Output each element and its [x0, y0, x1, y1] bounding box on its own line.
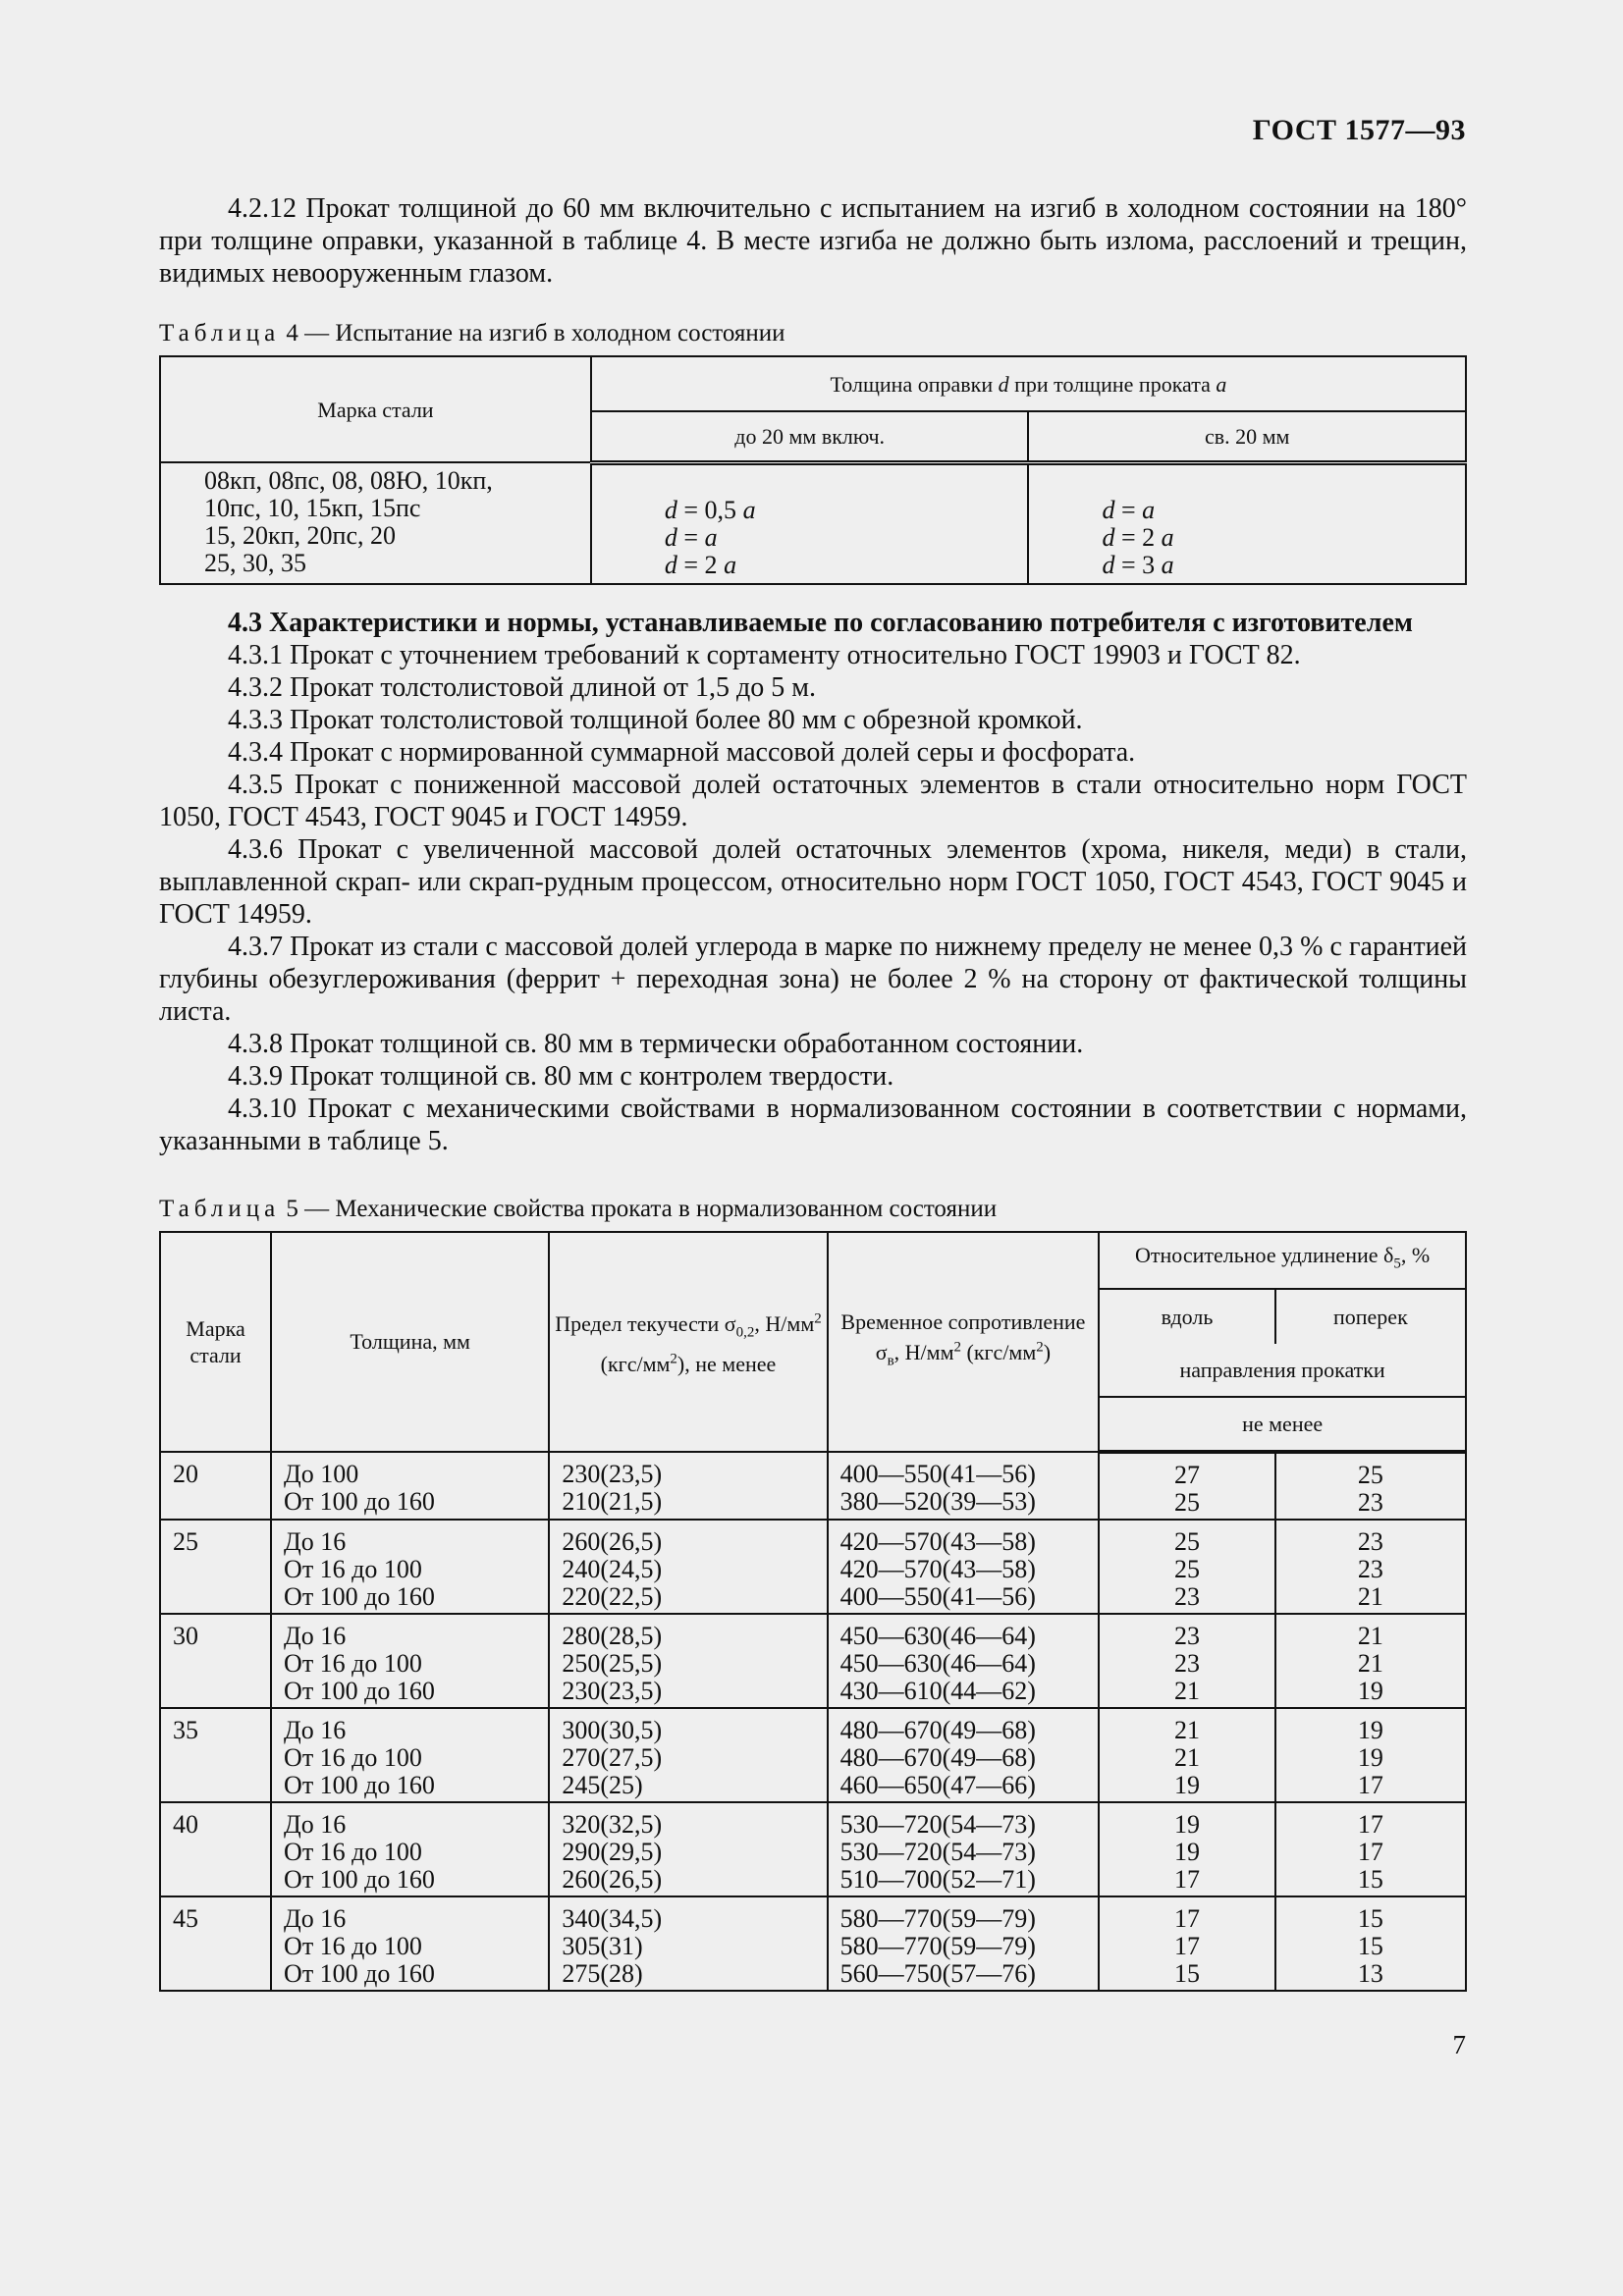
- table-row: [160, 1896, 1466, 1991]
- paragraph-4-2-12: 4.2.12 Прокат толщиной до 60 мм включительно с испытанием на изгиб в холодном состоянии на 180° при толщине оправки, указанной в таблице 4. В месте изгиба не должно быть излома, расслоений и трещин, видимых невооруженным глазом.: [159, 193, 1467, 289]
- value-line: d = 0,5 a: [664, 495, 756, 524]
- across-cell: [1275, 1802, 1466, 1896]
- table-4: [159, 355, 1467, 585]
- grade-cell: [160, 1452, 271, 1520]
- yield-cell: [549, 1520, 827, 1614]
- along-cell: [1099, 1614, 1275, 1708]
- cell-line: 400—550(41—56): [839, 1459, 1036, 1488]
- t4-values-a-cell: [591, 462, 1029, 584]
- table-row: [160, 1452, 1466, 1520]
- cell-line: 23: [1357, 1554, 1383, 1583]
- table-row: [160, 1802, 1466, 1896]
- thickness-cell: [271, 1452, 549, 1520]
- grade-line: 25, 30, 35: [204, 549, 306, 577]
- section-item: 4.3.6 Прокат с увеличенной массовой долей остаточных элементов (хрома, никеля, меди) в стали, выплавленной скрап- или скрап-рудным процессом, относительно норм ГОСТ 1050, ГОСТ 4543, ГОСТ 9045 и ГОСТ 14959.: [159, 833, 1467, 930]
- t4-values-b-cell: [1028, 462, 1466, 584]
- cell-line: 25: [1357, 1460, 1383, 1489]
- cell-line: 19: [1357, 1715, 1383, 1744]
- t5-header-direction: направления прокатки: [1099, 1344, 1466, 1397]
- cell-line: 21: [1357, 1621, 1383, 1650]
- cell-line: От 100 до 160: [284, 1770, 435, 1799]
- cell-line: До 16: [284, 1621, 347, 1650]
- t5-header-along: вдоль: [1099, 1289, 1275, 1344]
- cell-line: 21: [1174, 1676, 1200, 1705]
- section-4-3-title: 4.3 Характеристики и нормы, устанавливаемые по согласованию потребителя с изготовителем: [228, 607, 1413, 638]
- section-item: 4.3.4 Прокат с нормированной суммарной массовой долей серы и фосфората.: [228, 736, 1136, 768]
- along-cell: [1099, 1896, 1275, 1991]
- cell-line: 23: [1357, 1487, 1383, 1517]
- tensile-cell: [828, 1708, 1100, 1802]
- grade-line: 15, 20кп, 20пс, 20: [204, 521, 396, 550]
- across-cell: [1275, 1520, 1466, 1614]
- cell-line: От 16 до 100: [284, 1742, 422, 1772]
- thickness-cell: [271, 1614, 549, 1708]
- cell-line: До 100: [284, 1459, 359, 1488]
- t4-header-group: [591, 356, 1466, 411]
- cell-line: 20: [173, 1459, 198, 1488]
- cell-line: 300(30,5): [562, 1715, 663, 1744]
- cell-line: 450—630(46—64): [839, 1621, 1036, 1650]
- t5-header-grade-text: Марка стали: [186, 1315, 245, 1367]
- cell-line: 17: [1174, 1864, 1200, 1894]
- grade-line: 08кп, 08пс, 08, 08Ю, 10кп,: [204, 466, 493, 495]
- cell-line: От 100 до 160: [284, 1486, 435, 1516]
- cell-line: 530—720(54—73): [839, 1837, 1036, 1866]
- grade-line: 10пс, 10, 15кп, 15пс: [204, 494, 421, 522]
- tensile-cell: [828, 1614, 1100, 1708]
- cell-line: До 16: [284, 1526, 347, 1556]
- cell-line: 17: [1174, 1931, 1200, 1960]
- t5-header-across: поперек: [1275, 1289, 1466, 1344]
- section-item: 4.3.2 Прокат толстолистовой длиной от 1,5 до 5 м.: [228, 671, 817, 703]
- table-row: [160, 1520, 1466, 1614]
- cell-line: 530—720(54—73): [839, 1809, 1036, 1839]
- cell-line: 21: [1357, 1581, 1383, 1611]
- t5-header-elongation-text: Относительное удлинение $\delta_5$, %: [1135, 1243, 1431, 1272]
- cell-line: 15: [1357, 1931, 1383, 1960]
- cell-line: До 16: [284, 1715, 347, 1744]
- table5-caption-word: Таблица: [159, 1195, 281, 1222]
- along-cell: [1099, 1708, 1275, 1802]
- cell-line: До 16: [284, 1903, 347, 1933]
- grade-cell: [160, 1708, 271, 1802]
- cell-line: 13: [1357, 1958, 1383, 1988]
- across-cell: [1275, 1896, 1466, 1991]
- t5-header-yield-text: Предел текучести $\sigma_{0,2}$, $Н/мм^2$ $(кгс/мм^2)$, не менее: [555, 1310, 822, 1376]
- section-item: 4.3.3 Прокат толстолистовой толщиной более 80 мм с обрезной кромкой.: [228, 704, 1083, 735]
- cell-line: 21: [1357, 1648, 1383, 1678]
- page-content: [159, 192, 1467, 1992]
- value-line: [1102, 469, 1455, 497]
- cell-line: 480—670(49—68): [839, 1742, 1036, 1772]
- table-row: [160, 462, 1466, 584]
- value-line: d = 2 a: [664, 550, 737, 579]
- section-item: 4.3.10 Прокат с механическими свойствами в нормализованном состоянии в соответствии с нормами, указанными в таблице 5.: [159, 1093, 1467, 1156]
- t5-header-tensile-text: Временное сопротивление $\sigma_в$, $Н/мм^2$ $(кгс/мм^2)$: [840, 1308, 1086, 1369]
- table-row: [160, 1614, 1466, 1708]
- cell-line: 260(26,5): [562, 1864, 663, 1894]
- cell-line: 25: [173, 1526, 198, 1556]
- yield-cell: [549, 1452, 827, 1520]
- t5-header-min: не менее: [1099, 1397, 1466, 1452]
- tensile-cell: [828, 1802, 1100, 1896]
- cell-line: 270(27,5): [562, 1742, 663, 1772]
- cell-line: 220(22,5): [562, 1581, 663, 1611]
- cell-line: 420—570(43—58): [839, 1526, 1036, 1556]
- cell-line: 15: [1357, 1903, 1383, 1933]
- cell-line: 15: [1174, 1958, 1200, 1988]
- cell-line: 23: [1174, 1648, 1200, 1678]
- value-line: d = a: [1102, 495, 1156, 524]
- section-item: 4.3.7 Прокат из стали с массовой долей углерода в марке по нижнему пределу не менее 0,3 % с гарантией глубины обезуглероживания (феррит + переходная зона) не более 2 % на сторону от фактической толщины листа.: [159, 931, 1467, 1027]
- t4-header-group-text: Толщина оправки d при толщине проката a: [830, 371, 1227, 397]
- cell-line: 45: [173, 1903, 198, 1933]
- cell-line: 320(32,5): [562, 1809, 663, 1839]
- t4-header-b: св. 20 мм: [1028, 411, 1466, 462]
- grade-cell: [160, 1802, 271, 1896]
- value-line: d = a: [664, 522, 718, 552]
- section-item: 4.3.5 Прокат с пониженной массовой долей остаточных элементов в стали относительно норм ГОСТ 1050, ГОСТ 4543, ГОСТ 9045 и ГОСТ 14959.: [159, 769, 1467, 832]
- section-item: 4.3.1 Прокат с уточнением требований к сортаменту относительно ГОСТ 19903 и ГОСТ 82.: [228, 639, 1301, 670]
- t4-header-a: до 20 мм включ.: [591, 411, 1029, 462]
- cell-line: 19: [1357, 1676, 1383, 1705]
- cell-line: От 16 до 100: [284, 1931, 422, 1960]
- cell-line: 27: [1174, 1460, 1200, 1489]
- t4-header-grade: Марка стали: [160, 356, 591, 462]
- t5-header-tensile: [828, 1232, 1100, 1452]
- along-cell: [1099, 1802, 1275, 1896]
- cell-line: 17: [1357, 1837, 1383, 1866]
- cell-line: 19: [1357, 1742, 1383, 1772]
- t5-header-thickness: Толщина, мм: [271, 1232, 549, 1452]
- cell-line: 560—750(57—76): [839, 1958, 1036, 1988]
- cell-line: От 16 до 100: [284, 1648, 422, 1678]
- tensile-cell: [828, 1452, 1100, 1520]
- table5-caption: [159, 1193, 1467, 1225]
- cell-line: 25: [1174, 1554, 1200, 1583]
- yield-cell: [549, 1708, 827, 1802]
- table-5: [159, 1231, 1467, 1992]
- cell-line: 460—650(47—66): [839, 1770, 1036, 1799]
- section-4-3-items: [159, 639, 1467, 1157]
- cell-line: 210(21,5): [562, 1486, 663, 1516]
- cell-line: 25: [1174, 1487, 1200, 1517]
- cell-line: 23: [1174, 1581, 1200, 1611]
- thickness-cell: [271, 1520, 549, 1614]
- cell-line: 21: [1174, 1742, 1200, 1772]
- table5-caption-text: 5 — Механические свойства проката в нормализованном состоянии: [280, 1195, 998, 1222]
- cell-line: 510—700(52—71): [839, 1864, 1036, 1894]
- cell-line: До 16: [284, 1809, 347, 1839]
- page-number: 7: [1452, 2030, 1466, 2059]
- value-line: d = 3 a: [1102, 550, 1174, 579]
- t4-grades-cell: [160, 462, 591, 584]
- cell-line: 305(31): [562, 1931, 643, 1960]
- cell-line: 17: [1357, 1770, 1383, 1799]
- yield-cell: [549, 1896, 827, 1991]
- cell-line: 230(23,5): [562, 1676, 663, 1705]
- cell-line: 580—770(59—79): [839, 1903, 1036, 1933]
- table4-caption-word: Таблица: [159, 320, 281, 347]
- cell-line: 230(23,5): [562, 1459, 663, 1488]
- along-cell: [1099, 1452, 1275, 1520]
- yield-cell: [549, 1802, 827, 1896]
- table4-caption: [159, 317, 1467, 349]
- cell-line: От 100 до 160: [284, 1676, 435, 1705]
- document-code: ГОСТ 1577—93: [1252, 114, 1466, 146]
- cell-line: От 16 до 100: [284, 1837, 422, 1866]
- t5-header-elongation: [1099, 1232, 1466, 1289]
- grade-cell: [160, 1896, 271, 1991]
- cell-line: 250(25,5): [562, 1648, 663, 1678]
- table-row: [160, 1708, 1466, 1802]
- cell-line: 40: [173, 1809, 198, 1839]
- cell-line: 290(29,5): [562, 1837, 663, 1866]
- value-line: [665, 469, 1018, 497]
- cell-line: 17: [1174, 1903, 1200, 1933]
- cell-line: 340(34,5): [562, 1903, 663, 1933]
- cell-line: 17: [1357, 1809, 1383, 1839]
- cell-line: 25: [1174, 1526, 1200, 1556]
- cell-line: От 100 до 160: [284, 1581, 435, 1611]
- cell-line: От 16 до 100: [284, 1554, 422, 1583]
- cell-line: 480—670(49—68): [839, 1715, 1036, 1744]
- tensile-cell: [828, 1896, 1100, 1991]
- cell-line: 580—770(59—79): [839, 1931, 1036, 1960]
- thickness-cell: [271, 1896, 549, 1991]
- cell-line: 15: [1357, 1864, 1383, 1894]
- across-cell: [1275, 1708, 1466, 1802]
- thickness-cell: [271, 1802, 549, 1896]
- tensile-cell: [828, 1520, 1100, 1614]
- section-item: 4.3.8 Прокат толщиной св. 80 мм в термически обработанном состоянии.: [228, 1028, 1084, 1059]
- cell-line: 245(25): [562, 1770, 643, 1799]
- cell-line: 23: [1357, 1526, 1383, 1556]
- cell-line: От 100 до 160: [284, 1958, 435, 1988]
- cell-line: 21: [1174, 1715, 1200, 1744]
- across-cell: [1275, 1452, 1466, 1520]
- cell-line: 280(28,5): [562, 1621, 663, 1650]
- cell-line: От 100 до 160: [284, 1864, 435, 1894]
- cell-line: 430—610(44—62): [839, 1676, 1036, 1705]
- cell-line: 19: [1174, 1837, 1200, 1866]
- grade-cell: [160, 1614, 271, 1708]
- cell-line: 275(28): [562, 1958, 643, 1988]
- section-item: 4.3.9 Прокат толщиной св. 80 мм с контролем твердости.: [228, 1060, 894, 1092]
- cell-line: 240(24,5): [562, 1554, 663, 1583]
- yield-cell: [549, 1614, 827, 1708]
- cell-line: 30: [173, 1621, 198, 1650]
- t5-header-yield: [549, 1232, 827, 1452]
- along-cell: [1099, 1520, 1275, 1614]
- cell-line: 260(26,5): [562, 1526, 663, 1556]
- cell-line: 400—550(41—56): [839, 1581, 1036, 1611]
- t5-header-grade: [160, 1232, 271, 1452]
- table4-caption-text: 4 — Испытание на изгиб в холодном состоянии: [280, 320, 785, 347]
- cell-line: 380—520(39—53): [839, 1486, 1036, 1516]
- cell-line: 35: [173, 1715, 198, 1744]
- cell-line: 450—630(46—64): [839, 1648, 1036, 1678]
- across-cell: [1275, 1614, 1466, 1708]
- cell-line: 420—570(43—58): [839, 1554, 1036, 1583]
- grade-cell: [160, 1520, 271, 1614]
- value-line: d = 2 a: [1102, 522, 1174, 552]
- cell-line: 23: [1174, 1621, 1200, 1650]
- thickness-cell: [271, 1708, 549, 1802]
- cell-line: 19: [1174, 1770, 1200, 1799]
- cell-line: 19: [1174, 1809, 1200, 1839]
